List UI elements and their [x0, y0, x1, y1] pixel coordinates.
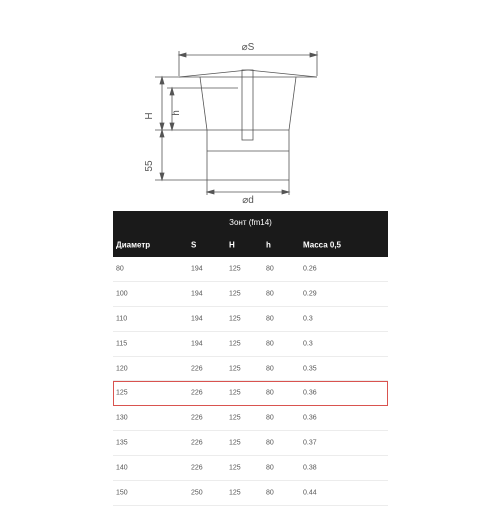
header-h-upper: H: [229, 240, 235, 250]
table-cell: 140: [116, 464, 128, 472]
cap-roof-left: [179, 70, 248, 77]
table-cell: 135: [116, 439, 128, 447]
table-cell: 194: [191, 315, 203, 323]
arrow: [207, 190, 214, 194]
table-cell: 125: [229, 315, 241, 323]
header-s: S: [191, 240, 197, 250]
table-cell: 80: [266, 389, 274, 397]
table-cell: 0.3: [303, 340, 313, 348]
table-cell: 125: [229, 489, 241, 497]
table-cell: 125: [229, 340, 241, 348]
table-cell: 125: [116, 389, 128, 397]
table-cell: 80: [266, 439, 274, 447]
table-cell: 80: [266, 365, 274, 372]
table-cell: 0.35: [303, 365, 317, 372]
table-cell: 80: [116, 265, 124, 273]
table-cell: 125: [229, 265, 241, 273]
table-cell: 80: [266, 340, 274, 348]
table-cell: 194: [191, 290, 203, 298]
table-cell: 80: [266, 265, 274, 273]
table-row: [113, 332, 388, 357]
table-cell: 125: [229, 414, 241, 422]
spec-table: [113, 211, 388, 506]
table-row: [113, 282, 388, 307]
table-cell: 110: [116, 315, 128, 323]
table-row: [113, 257, 388, 282]
table-body: [113, 257, 388, 506]
arrow: [170, 123, 174, 130]
table-cell: 125: [229, 290, 241, 298]
table-cell: 125: [229, 439, 241, 447]
arrow: [310, 53, 317, 57]
table-cell: 0.36: [303, 389, 317, 397]
table-cell: 115: [116, 340, 128, 348]
skirt-left: [200, 77, 207, 130]
header-h-lower: h: [266, 240, 271, 250]
dim-label-d: ⌀d: [242, 195, 254, 206]
cap-roof-right: [248, 70, 317, 77]
table-cell: 194: [191, 265, 203, 273]
table-cell: 194: [191, 340, 203, 348]
center-post: [242, 70, 253, 140]
table-cell: 150: [116, 489, 128, 497]
table-cell: 125: [229, 464, 241, 472]
table-row: [113, 456, 388, 481]
table-cell: 130: [116, 414, 128, 422]
table-cell: 250: [191, 489, 203, 497]
table-cell: 125: [229, 389, 241, 397]
table-cell: 80: [266, 290, 274, 298]
table-cell: 226: [191, 365, 203, 372]
table-cell: 226: [191, 464, 203, 472]
dim-label-h-lower: h: [171, 110, 182, 116]
table-cell: 80: [266, 464, 274, 472]
arrow: [160, 77, 164, 84]
table-row: [113, 431, 388, 456]
arrow: [160, 173, 164, 180]
table-cell: 226: [191, 389, 203, 397]
dim-label-55: 55: [144, 160, 155, 172]
skirt-right: [289, 77, 296, 130]
table-cell: 226: [191, 439, 203, 447]
table-cell: 80: [266, 489, 274, 497]
header-diameter: Диаметр: [116, 240, 151, 250]
table-row: [113, 406, 388, 431]
table-row-highlighted: [113, 381, 388, 406]
table-cell: 0.36: [303, 414, 317, 422]
dim-label-h-upper: H: [144, 112, 155, 120]
table-cell: 0.38: [303, 464, 317, 472]
table-cell: 80: [266, 414, 274, 422]
arrow: [160, 130, 164, 137]
table-title: Зонт (fm14): [113, 211, 388, 233]
table-cell: 125: [229, 365, 241, 372]
arrow: [282, 190, 289, 194]
arrow: [179, 53, 186, 57]
arrow: [170, 88, 174, 95]
table-cell: 0.29: [303, 290, 317, 298]
header-mass: Масса 0,5: [303, 240, 341, 250]
dim-label-s: ⌀S: [241, 42, 255, 53]
table-cell: 0.37: [303, 439, 317, 447]
table-cell: 226: [191, 414, 203, 422]
table-cell: 100: [116, 290, 128, 298]
table-cell: 0.44: [303, 489, 317, 497]
table-row: [113, 307, 388, 332]
table-header-row: [113, 233, 388, 257]
table-cell: 0.26: [303, 265, 317, 273]
table-cell: 80: [266, 315, 274, 323]
rain-cap-drawing: [0, 0, 500, 210]
table-row: [113, 357, 388, 382]
table-row: [113, 481, 388, 506]
table-cell: 0.3: [303, 315, 313, 323]
table-cell: 120: [116, 365, 128, 372]
